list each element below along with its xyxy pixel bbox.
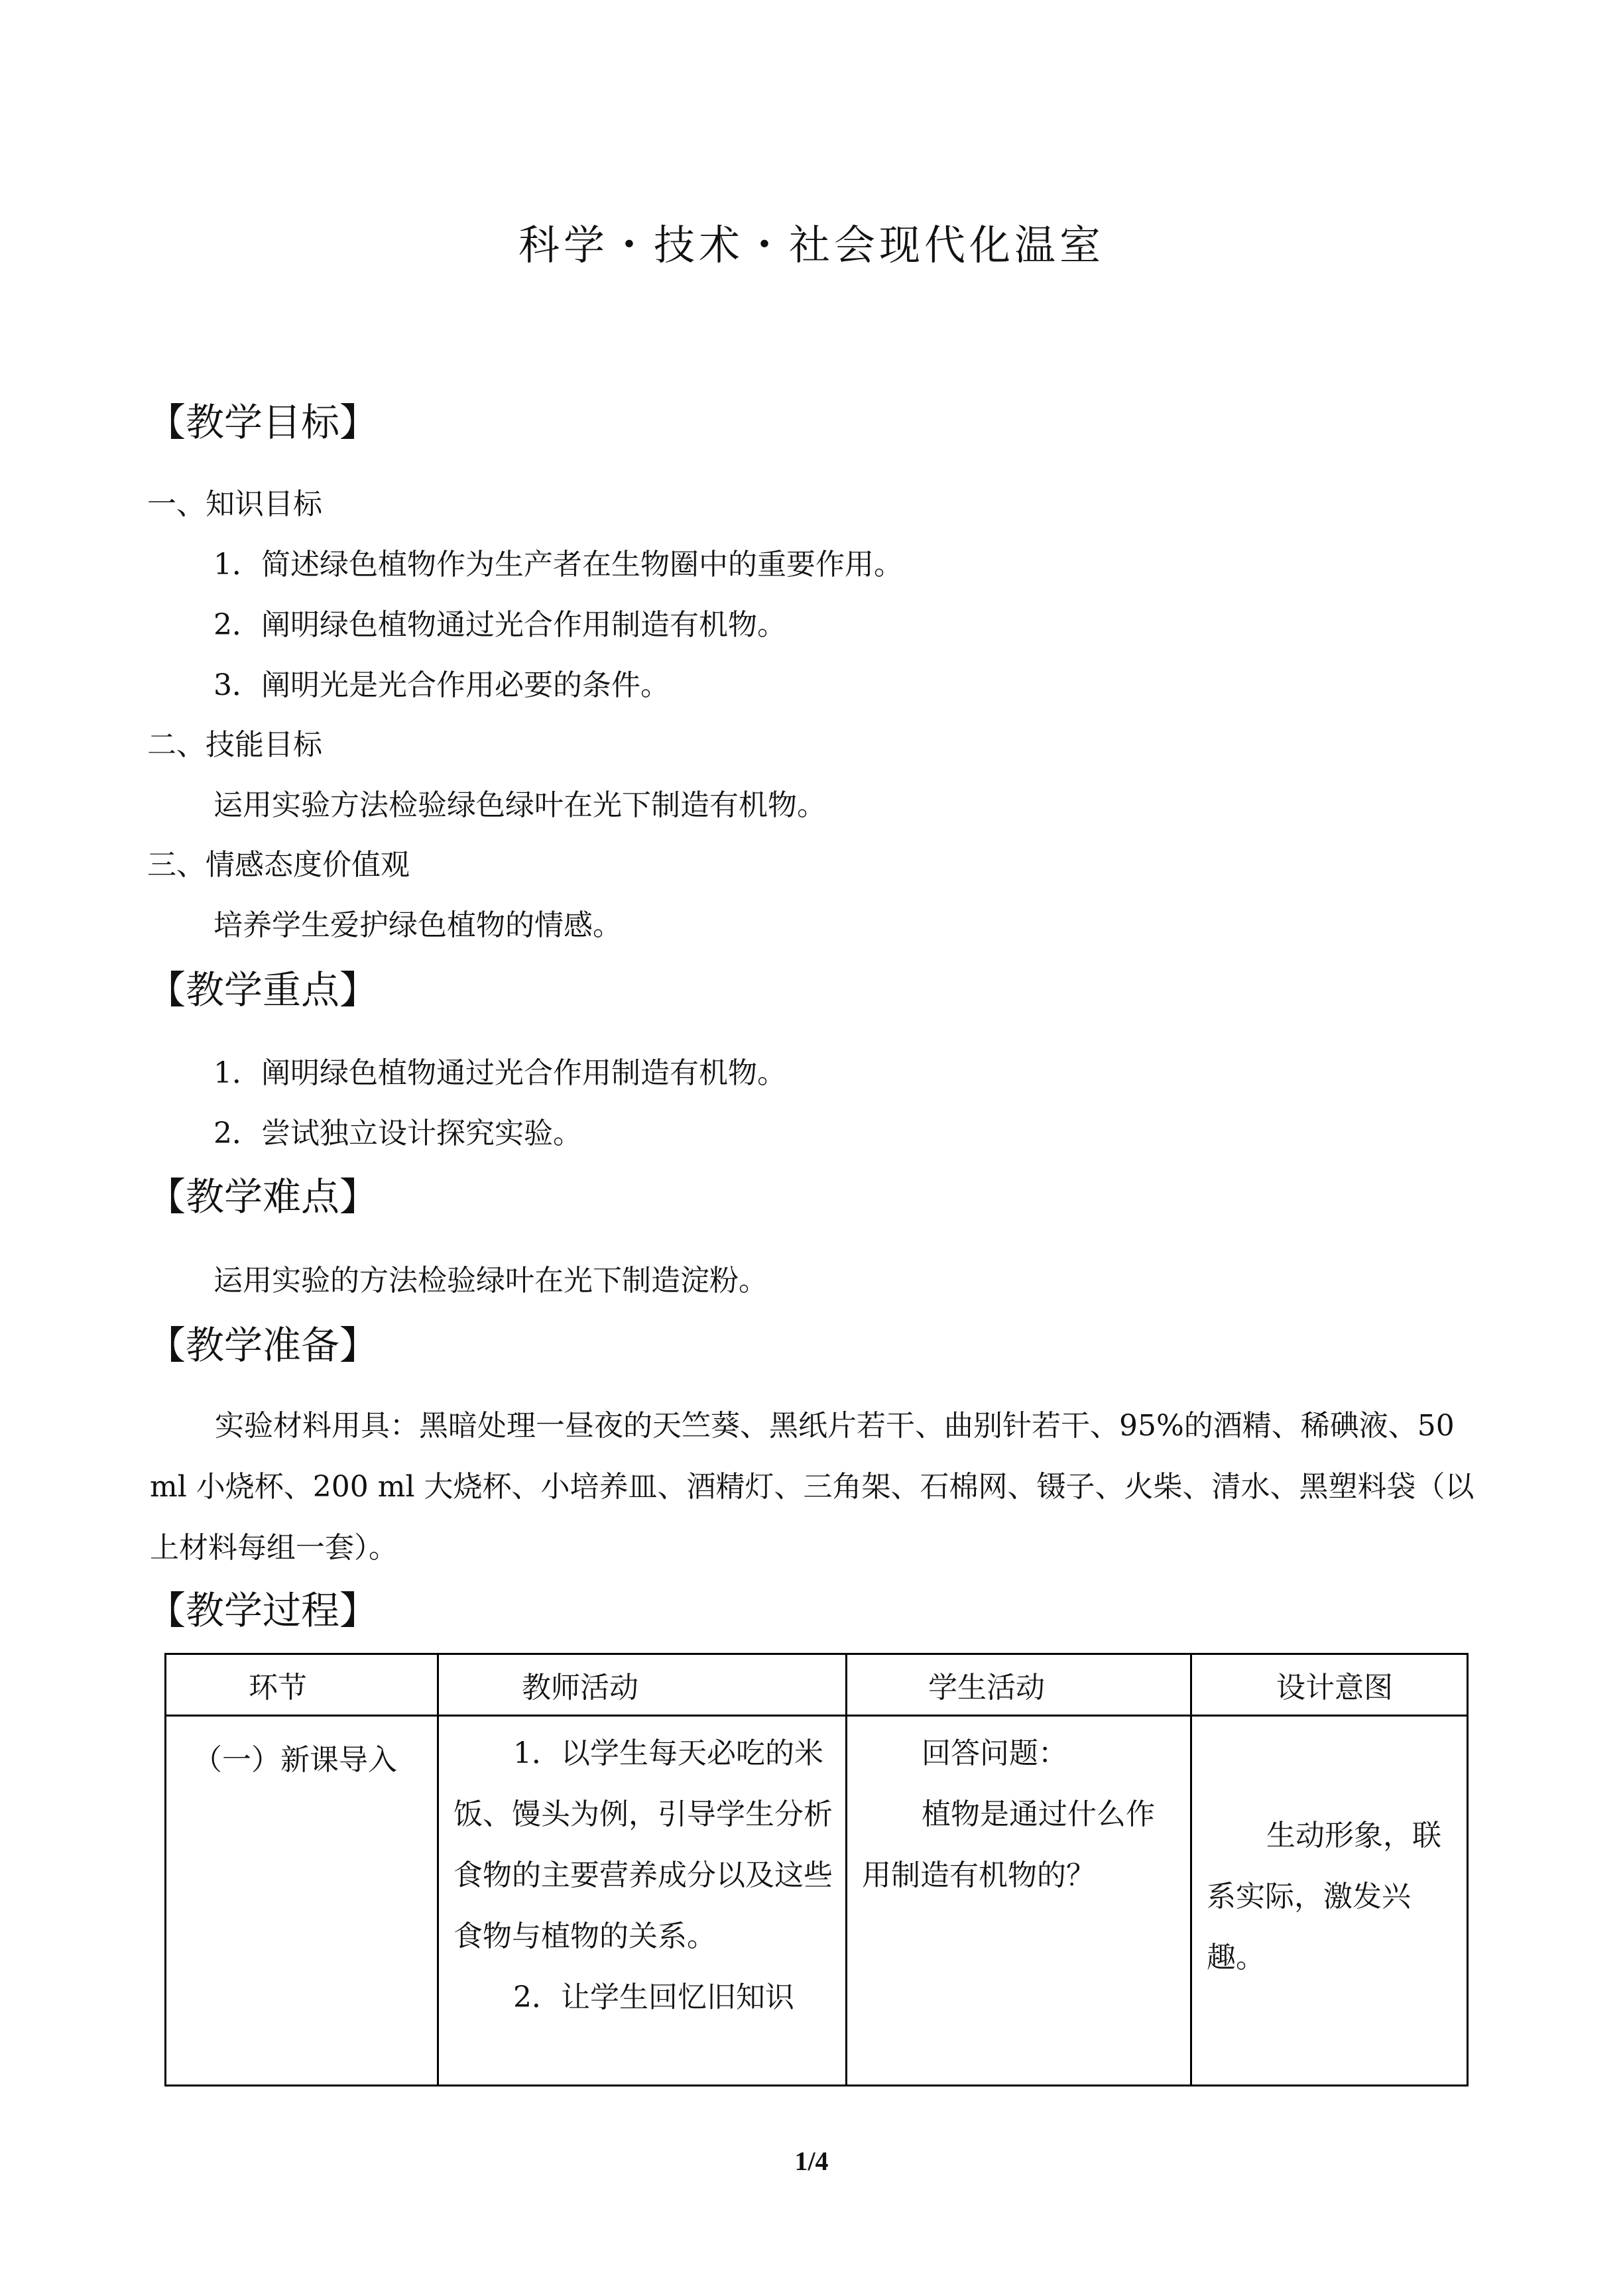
column-header-intent: 设计意图 [1191,1654,1468,1716]
stage-cell [166,1716,438,2086]
student-activity-text: 植物是通过什么作用制造有机物的？ [862,1797,1155,1892]
student-activity-text: 回答问题： [922,1736,1067,1770]
key-point-item: 1．阐明绿色植物通过光合作用制造有机物。 [213,1056,786,1090]
key-point-item: 2．尝试独立设计探究实验。 [213,1117,582,1150]
section-heading-process: 【教学过程】 [147,1588,379,1633]
difficulty-text: 运用实验的方法检验绿叶在光下制造淀粉。 [213,1264,768,1298]
design-intent-text: 生动形象，联系实际，激发兴趣。 [1207,1819,1441,1974]
emotion-objective-label: 三、情感态度价值观 [147,848,410,882]
column-header-stage: 环节 [166,1654,438,1716]
teaching-process-table [164,1653,1469,2086]
skill-objective-label: 二、技能目标 [147,728,322,762]
skill-objective-text: 运用实验方法检验绿色绿叶在光下制造有机物。 [213,788,826,822]
page-number: 1/4 [794,2146,829,2176]
column-header-student: 学生活动 [847,1654,1191,1716]
table-header-row [166,1654,1468,1716]
student-activity-cell [847,1716,1191,2086]
design-intent-cell [1191,1716,1468,2086]
knowledge-objective-item: 3．阐明光是光合作用必要的条件。 [213,668,670,702]
section-heading-key-points: 【教学重点】 [147,967,379,1012]
teacher-activity-text: 2．让学生回忆旧知识 [513,1980,794,2014]
section-heading-difficulty: 【教学难点】 [147,1174,379,1219]
table-row [166,1716,1468,2086]
knowledge-objective-item: 1．简述绿色植物作为生产者在生物圈中的重要作用。 [213,548,903,581]
section-heading-preparation: 【教学准备】 [147,1323,379,1368]
teacher-activity-text: 1．以学生每天必吃的米饭、馒头为例，引导学生分析食物的主要营养成分以及这些食物与植物的关系。 [453,1736,833,1953]
teacher-activity-cell [438,1716,847,2086]
knowledge-objective-item: 2．阐明绿色植物通过光合作用制造有机物。 [213,608,786,642]
preparation-text: 实验材料用具：黑暗处理一昼夜的天竺葵、黑纸片若干、曲别针若干、95%的酒精、稀碘液、50 ml 小烧杯、200 ml 大烧杯、小培养皿、酒精灯、三角架、石棉网、镊子、火柴、清水、黑塑料袋（以上材料每组一套）。 [150,1409,1474,1565]
section-heading-objectives: 【教学目标】 [147,400,379,445]
knowledge-objective-label: 一、知识目标 [147,487,322,521]
stage-text: （一）新课导入 [193,1743,397,1777]
column-header-teacher: 教师活动 [438,1654,847,1716]
emotion-objective-text: 培养学生爱护绿色植物的情感。 [213,908,622,942]
page-title: 科学・技术・社会现代化温室 [518,221,1105,269]
